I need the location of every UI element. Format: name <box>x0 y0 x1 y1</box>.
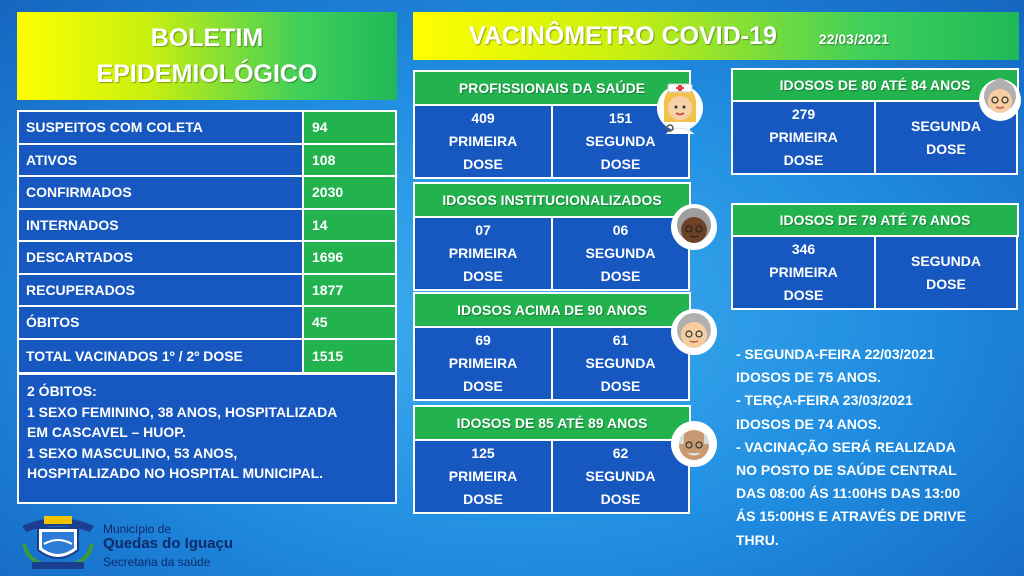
note-line: - SEGUNDA-FEIRA 22/03/2021 <box>736 346 935 362</box>
bulletin-row-label: SUSPEITOS COM COLETA <box>19 112 304 143</box>
second-dose-cell <box>874 235 1018 310</box>
vaccine-group-header <box>413 292 691 328</box>
vaccine-group-header <box>731 68 1019 102</box>
second-dose-label-line1: SEGUNDA <box>585 468 656 484</box>
vaccine-dose-row <box>731 100 1019 175</box>
bulletin-row-value: 2030 <box>304 177 395 208</box>
vaccine-dose-row <box>413 326 691 401</box>
note-line: THRU. <box>736 531 779 548</box>
first-dose-count: 279 <box>791 106 816 122</box>
vaccine-group-header <box>413 405 691 441</box>
note-line: - VACINAÇÃO SERÁ REALIZADA <box>736 438 956 455</box>
second-dose-count: 62 <box>612 445 629 461</box>
first-dose-cell <box>731 235 876 310</box>
second-dose-label-line2: DOSE <box>600 491 641 507</box>
bulletin-row-value: 1515 <box>304 340 395 373</box>
first-dose-count: 07 <box>475 222 491 238</box>
second-dose-label-line2: DOSE <box>600 268 641 284</box>
first-dose-label-line1: PRIMEIRA <box>769 264 838 280</box>
elderly-woman-avatar-icon <box>670 308 718 356</box>
first-dose-count: 409 <box>471 110 495 126</box>
vaccine-dose-row <box>413 216 691 291</box>
bulletin-row-value: 1877 <box>304 275 395 306</box>
second-dose-count: 151 <box>608 110 633 126</box>
nurse-avatar-icon <box>656 78 704 138</box>
vaccine-group-card <box>413 405 691 514</box>
logo-line3: Secretaria da saúde <box>103 555 211 569</box>
vaccine-group-card <box>413 70 691 179</box>
first-dose-cell <box>413 104 553 179</box>
vaccine-dose-row <box>731 235 1019 310</box>
bulletin-row <box>19 112 395 145</box>
first-dose-count: 125 <box>471 445 495 461</box>
first-dose-count: 69 <box>475 332 491 348</box>
bulletin-row <box>19 145 395 178</box>
bulletin-row-label: TOTAL VACINADOS 1º / 2º DOSE <box>19 340 304 373</box>
note-line: IDOSOS DE 75 ANOS. <box>736 369 881 386</box>
first-dose-label-line2: DOSE <box>463 156 503 172</box>
bulletin-row-label: ÓBITOS <box>19 307 304 338</box>
note-line: DAS 08:00 ÁS 11:00HS DAS 13:00 <box>736 485 961 502</box>
bulletin-row <box>19 307 395 340</box>
second-dose-label-line2: DOSE <box>600 156 641 172</box>
bulletin-row <box>19 242 395 275</box>
vaccine-group-card <box>413 292 691 401</box>
deaths-line: HOSPITALIZADO NO HOSPITAL MUNICIPAL. <box>27 465 324 481</box>
deaths-line: 2 ÓBITOS: <box>27 383 97 399</box>
vaccinometer-title: VACINÔMETRO COVID-19 <box>469 21 777 50</box>
deaths-line: 1 SEXO MASCULINO, 53 ANOS, <box>27 444 238 461</box>
first-dose-label-line2: DOSE <box>783 287 824 303</box>
second-dose-label-line1: SEGUNDA <box>585 133 656 149</box>
vaccine-group-card <box>413 182 691 291</box>
bulletin-row-label: DESCARTADOS <box>19 242 304 273</box>
first-dose-count: 346 <box>791 241 816 257</box>
second-dose-label-line2: DOSE <box>926 140 966 157</box>
municipality-name <box>103 522 233 569</box>
bulletin-row-label: RECUPERADOS <box>19 275 304 306</box>
deaths-line: 1 SEXO FEMININO, 38 ANOS, HOSPITALIZADA <box>27 403 338 420</box>
second-dose-label-line1: SEGUNDA <box>910 252 981 269</box>
vaccine-group-card <box>731 68 1019 175</box>
logo-line1: Município de <box>103 522 172 536</box>
second-dose-count: 06 <box>612 222 629 238</box>
vaccine-group-card <box>731 203 1019 310</box>
first-dose-label-line1: PRIMEIRA <box>769 129 838 145</box>
schedule-notes <box>736 343 1021 552</box>
bulletin-title-line1: BOLETIM <box>150 24 264 52</box>
elderly-man-avatar-icon <box>670 420 718 468</box>
first-dose-label-line1: PRIMEIRA <box>448 355 518 371</box>
bulletin-row-label: CONFIRMADOS <box>19 177 304 208</box>
first-dose-label-line2: DOSE <box>463 491 503 507</box>
first-dose-label-line2: DOSE <box>463 268 503 284</box>
bulletin-row-value: 14 <box>304 210 395 241</box>
vaccine-group-name: IDOSOS DE 79 ATÉ 76 ANOS <box>779 212 971 228</box>
note-line: IDOSOS DE 74 ANOS. <box>736 415 881 432</box>
bulletin-row-value: 45 <box>304 307 395 338</box>
vaccine-group-name: IDOSOS DE 85 ATÉ 89 ANOS <box>456 415 648 431</box>
elderly-woman-dark-avatar-icon <box>670 203 718 251</box>
bulletin-row <box>19 275 395 308</box>
second-dose-label-line1: SEGUNDA <box>585 355 656 371</box>
municipal-coat-of-arms-icon <box>18 514 98 572</box>
logo-line2: Quedas do Iguaçu <box>103 535 234 552</box>
bulletin-row-label: ATIVOS <box>19 145 304 176</box>
second-dose-label-line2: DOSE <box>600 378 641 394</box>
first-dose-label-line2: DOSE <box>783 152 824 168</box>
bulletin-title-line2: EPIDEMIOLÓGICO <box>96 60 318 88</box>
vaccine-group-header <box>731 203 1019 237</box>
second-dose-count: 61 <box>612 332 629 348</box>
vaccine-group-header <box>413 182 691 218</box>
elderly-woman-right-avatar-icon <box>978 72 1022 128</box>
vaccine-group-name: PROFISSIONAIS DA SAÚDE <box>458 80 646 96</box>
bulletin-row-value: 1696 <box>304 242 395 273</box>
vaccinometer-title-bar <box>413 12 1019 60</box>
bulletin-row-label: INTERNADOS <box>19 210 304 241</box>
second-dose-label-line1: SEGUNDA <box>910 117 981 134</box>
second-dose-label-line2: DOSE <box>926 275 966 292</box>
bulletin-title <box>17 12 397 100</box>
first-dose-cell <box>413 326 553 401</box>
vaccine-dose-row <box>413 104 691 179</box>
first-dose-label-line1: PRIMEIRA <box>448 133 518 149</box>
vaccinometer-date: 22/03/2021 <box>818 31 889 47</box>
bulletin-row <box>19 340 395 373</box>
first-dose-cell <box>413 216 553 291</box>
vaccine-group-header <box>413 70 691 106</box>
first-dose-cell <box>731 100 876 175</box>
note-line: ÁS 15:00HS E ATRAVÉS DE DRIVE <box>736 508 967 525</box>
note-line: NO POSTO DE SAÚDE CENTRAL <box>736 462 957 479</box>
deaths-line: EM CASCAVEL – HUOP. <box>27 424 186 440</box>
first-dose-label-line1: PRIMEIRA <box>448 245 518 261</box>
first-dose-cell <box>413 439 553 514</box>
deaths-box <box>17 373 397 504</box>
bulletin-table <box>17 110 397 374</box>
bulletin-row <box>19 210 395 243</box>
bulletin-row-value: 94 <box>304 112 395 143</box>
first-dose-label-line1: PRIMEIRA <box>448 468 518 484</box>
vaccine-dose-row <box>413 439 691 514</box>
bulletin-row <box>19 177 395 210</box>
bulletin-row-value: 108 <box>304 145 395 176</box>
vaccine-group-name: IDOSOS ACIMA DE 90 ANOS <box>457 302 647 318</box>
first-dose-label-line2: DOSE <box>463 378 503 394</box>
note-line: - TERÇA-FEIRA 23/03/2021 <box>736 392 913 409</box>
second-dose-label-line1: SEGUNDA <box>585 245 656 261</box>
vaccine-group-name: IDOSOS INSTITUCIONALIZADOS <box>442 192 662 208</box>
vaccine-group-name: IDOSOS DE 80 ATÉ 84 ANOS <box>779 77 971 93</box>
